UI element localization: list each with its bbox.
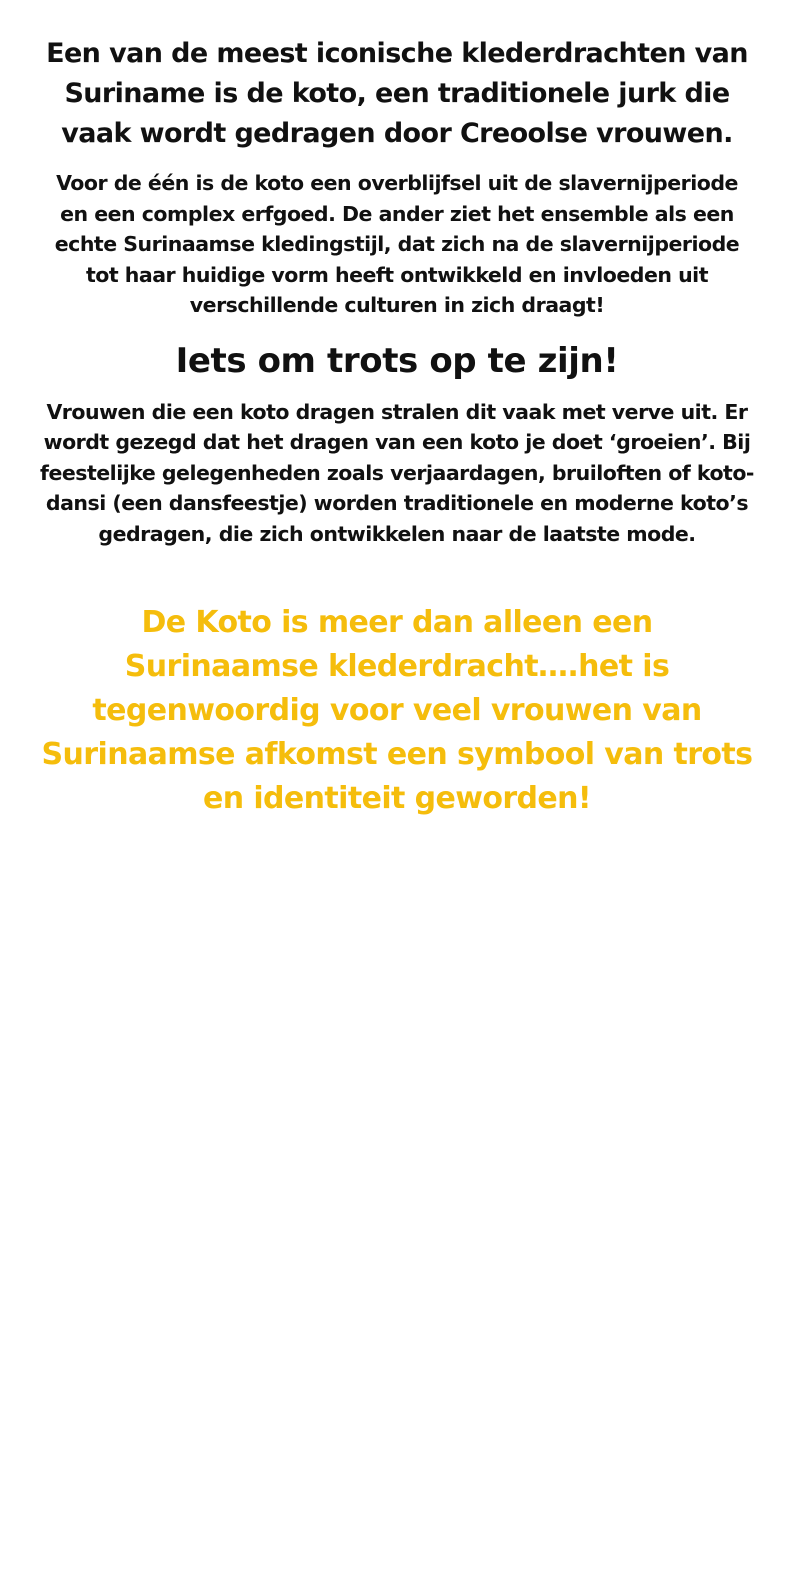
highlight-quote: De Koto is meer dan alleen een Surinaamse klederdracht….het is tegenwoordig voor veel vrouwen van Surinaamse afkomst een symbool van trots en identiteit geworden! (41, 605, 753, 816)
history-paragraph: Voor de één is de koto een overblijfsel uit de slavernijperiode en een complex erfgoed. De ander ziet het ensemble als een echte Surinaamse kledingstijl, dat zich na de slavernijperiode tot haar huidige vorm heeft ontwikkeld en invloeden uit verschillende culturen in zich draagt! (54, 171, 740, 317)
section-heading: Iets om trots op te zijn! (175, 340, 619, 381)
intro-text: Een van de meest iconische klederdrachten van Suriname is de koto, een traditionele jurk die vaak wordt gedragen door Creoolse vrouwen. (46, 38, 748, 149)
pride-paragraph: Vrouwen die een koto dragen stralen dit vaak met verve uit. Er wordt gezegd dat het dragen van een koto je doet ‘groeien’. Bij feestelijke gelegenheden zoals verjaardagen, bruiloften of koto-dansi (een dansfeestje) worden traditionele en moderne koto’s gedragen, die zich ontwikkelen naar de laatste mode. (40, 399, 754, 546)
